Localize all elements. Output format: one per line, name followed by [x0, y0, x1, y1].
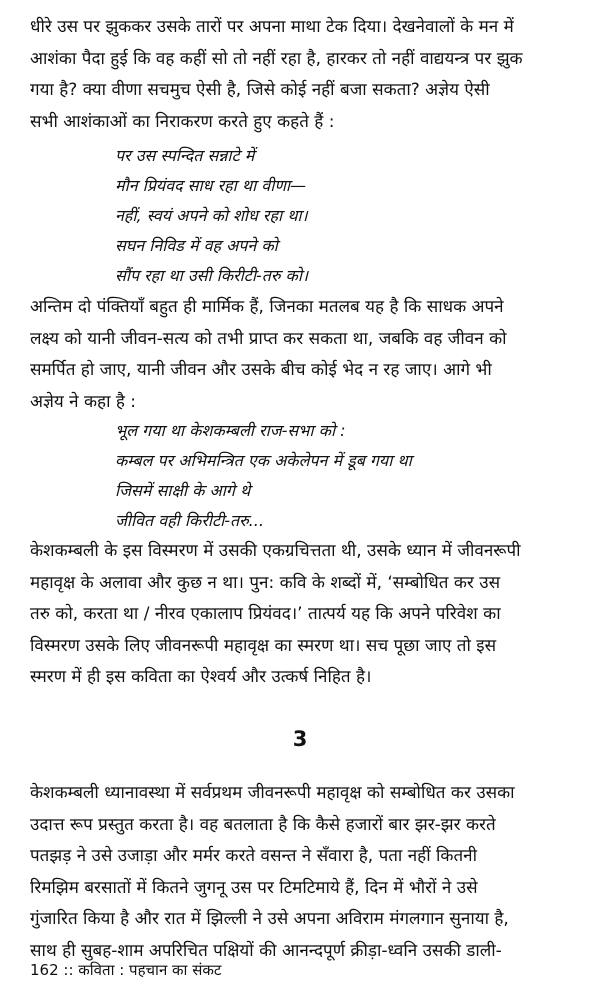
verse-line: नहीं, स्वयं अपने को शोध रहा था।: [115, 206, 308, 225]
text-line: समर्पित हो जाए, यानी जीवन और उसके बीच कोई भेद न रह जाए। आगे भी: [30, 360, 492, 380]
paragraph-3: [30, 536, 578, 694]
verse-line: भूल गया था केशकम्बली राज-सभा को :: [115, 421, 346, 440]
verse-line: सौंप रहा था उसी किरीटी-तरु को।: [115, 266, 309, 285]
text-line: स्मरण में ही इस कविता का ऐश्वर्य और उत्कर्ष निहित है।: [30, 667, 372, 687]
verse-line: जीवित वही किरीटी-तरु...: [115, 511, 264, 530]
text-line: आशंका पैदा हुई कि वह कहीं सो तो नहीं रहा है, हारकर तो नहीं वाद्ययन्त्र पर झुक: [30, 48, 523, 69]
text-line: साथ ही सुबह-शाम अपरिचित पक्षियों की आनन्दपूर्ण क्रीड़ा-ध्वनि उसकी डाली-: [30, 940, 502, 961]
text-line: तरु को, करता था / नीरव एकालाप प्रियंवद।’ तात्पर्य यह कि अपने परिवेश का: [30, 604, 501, 624]
text-line: गुंजारित किया है और रात में झिल्ली ने उसे अपना अविराम मंगलगान सुनाया है,: [30, 909, 509, 929]
section-number: 3: [292, 727, 308, 751]
verse-line: कम्बल पर अभिमन्त्रित एक अकेलेपन में डूब गया था: [115, 451, 412, 470]
text-line: गया है? क्या वीणा सचमुच ऐसी है, जिसे कोई नहीं बजा सकता? अज्ञेय ऐसी: [30, 80, 490, 100]
paragraph-4: [30, 778, 578, 967]
poem-quote-2: [115, 416, 412, 536]
text-line: विस्मरण उसके लिए जीवनरूपी महावृक्ष का स्मरण था। सच पूछा जाए तो इस: [30, 635, 497, 656]
verse-line: जिसमें साक्षी के आगे थे: [115, 481, 251, 500]
verse-line: पर उस स्पन्दित सन्नाटे में: [115, 146, 255, 165]
text-line: सभी आशंकाओं का निराकरण करते हुए कहते हैं :: [30, 111, 335, 132]
text-line: केशकम्बली के इस विस्मरण में उसकी एकग्रचित्तता थी, उसके ध्यान में जीवनरूपी: [30, 541, 521, 561]
verse-line: मौन प्रियंवद साध रहा था वीणा—: [115, 176, 307, 195]
verse-line: सघन निविड में वह अपने को: [115, 236, 278, 255]
text-line: धीरे उस पर झुककर उसके तारों पर अपना माथा टेक दिया। देखनेवालों के मन में: [30, 17, 514, 37]
text-line: उदात्त रूप प्रस्तुत करता है। वह बतलाता है कि कैसे हजारों बार झर-झर करते: [30, 814, 496, 835]
poem-quote-1: [115, 141, 308, 291]
text-line: रिमझिम बरसातों में कितने जुगनू उस पर टिमटिमाये हैं, दिन में भौरों ने उसे: [30, 877, 478, 898]
paragraph-2: [30, 292, 578, 418]
text-line: पतझड़ ने उसे उजाड़ा और मर्मर करते वसन्त ने सँवारा है, पता नहीं कितनी: [30, 846, 477, 866]
paragraph-1: [30, 12, 578, 138]
text-line: केशकम्बली ध्यानावस्था में सर्वप्रथम जीवनरूपी महावृक्ष को सम्बोधित कर उसका: [30, 783, 515, 803]
text-line: लक्ष्य को यानी जीवन-सत्य को तभी प्राप्त कर सकता था, जबकि वह जीवन को: [30, 328, 507, 349]
text-line: अज्ञेय ने कहा है :: [30, 391, 137, 412]
page-footer: 162 :: कविता : पहचान का संकट: [30, 961, 222, 979]
text-line: महावृक्ष के अलावा और कुछ न था। पुन: कवि के शब्दों में, ‘सम्बोधित कर उस: [30, 572, 501, 593]
text-line: अन्तिम दो पंक्तियाँ बहुत ही मार्मिक हैं, जिनका मतलब यह है कि साधक अपने: [30, 297, 504, 317]
